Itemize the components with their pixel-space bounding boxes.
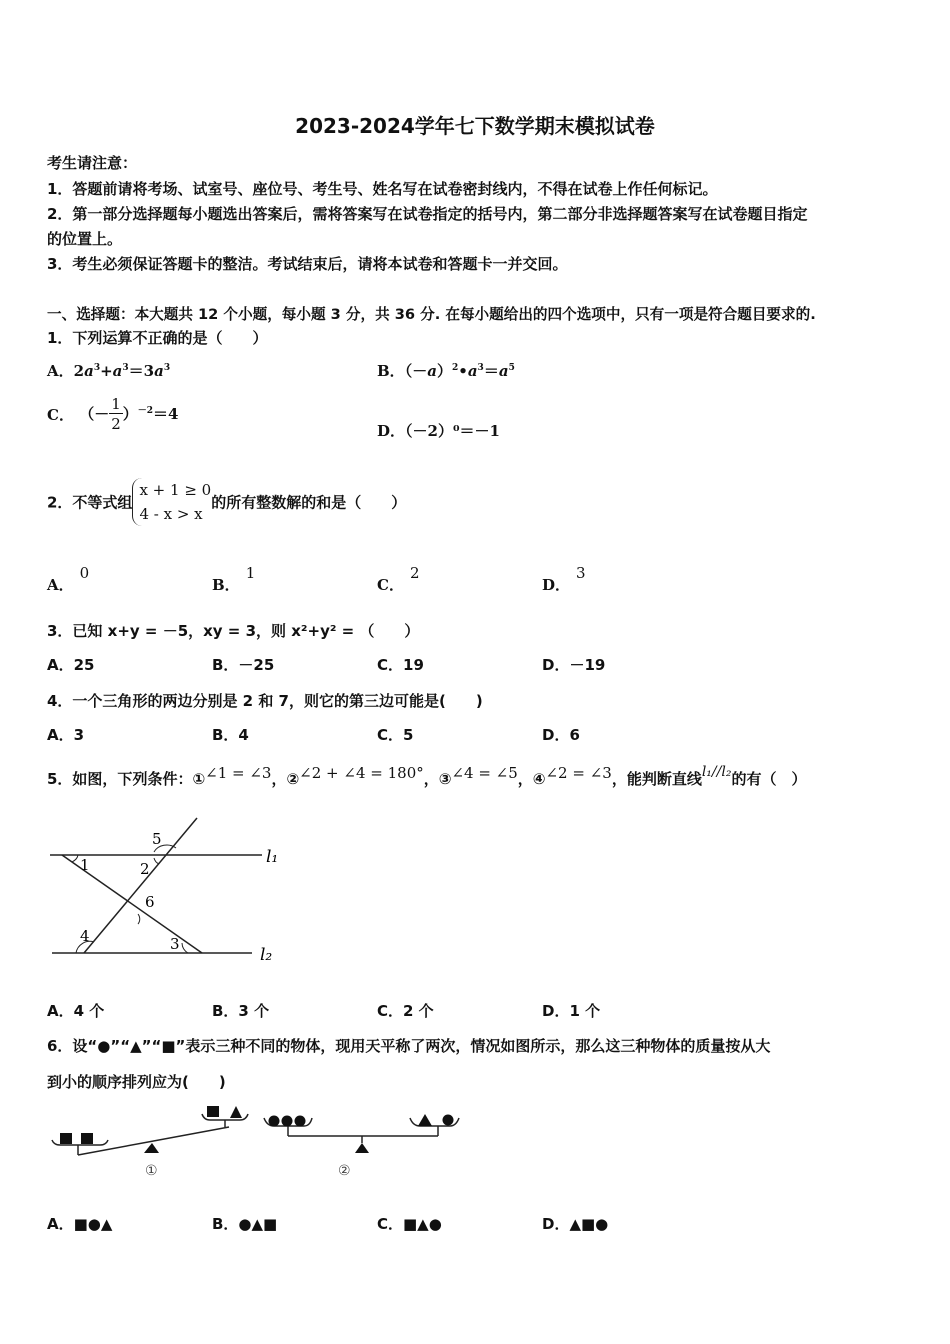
q6-option-b[interactable]: B．●▲■ <box>212 1215 278 1233</box>
q3-option-a[interactable]: A．25 <box>47 656 95 674</box>
q2-suffix: 的所有整数解的和是（ ） <box>211 493 407 512</box>
q2-option-d[interactable] <box>542 564 586 595</box>
q5-option-c[interactable]: C．2 个 <box>377 1002 434 1020</box>
circle-shape <box>443 1115 454 1126</box>
notice-item: 1．答题前请将考场、试室号、座位号、考生号、姓名写在试卷密封线内，不得在试卷上作任何标记。 <box>47 180 718 198</box>
angle-2-arc <box>154 858 159 864</box>
q4-option-d[interactable]: D．6 <box>542 726 580 744</box>
q2-option-d-value: 3 <box>576 564 586 582</box>
q1-option-a-label: A． <box>47 362 74 380</box>
circle-shape <box>282 1116 293 1127</box>
question-1-stem: 1．下列运算不正确的是（ ） <box>47 329 268 347</box>
angle-label-2: 2 <box>140 860 150 878</box>
inequality-line-1: x + 1 ≥ 0 <box>139 481 212 499</box>
q5-condition-2: ∠2 + ∠4 = 180° <box>299 764 424 782</box>
notice-heading: 考生请注意： <box>47 154 138 172</box>
q4-option-b[interactable]: B．4 <box>212 726 249 744</box>
q1-option-c-label: C． <box>47 406 74 424</box>
q1-option-b-expr: $(-a)^2•a^3=a^5$ <box>404 362 515 380</box>
fulcrum <box>144 1143 159 1153</box>
q5-suffix: 的有（ ） <box>731 770 807 788</box>
q5-condition-4: ∠2 = ∠3 <box>545 764 612 782</box>
q5-condition-3: ∠4 = ∠5 <box>451 764 518 782</box>
q1-option-b-label: B． <box>377 362 405 380</box>
q3-option-c[interactable]: C．19 <box>377 656 424 674</box>
notice-item: 3．考生必须保证答题卡的整洁。考试结束后，请将本试卷和答题卡一并交回。 <box>47 255 568 273</box>
q5-option-b[interactable]: B．3 个 <box>212 1002 270 1020</box>
parallel-lines-figure <box>44 812 294 972</box>
angle-label-3: 3 <box>170 935 180 953</box>
notice-item: 2．第一部分选择题每小题选出答案后，需将答案写在试卷指定的括号内，第二部分非选择题答案写在试卷题目指定 <box>47 205 808 223</box>
scale-label-1: ① <box>145 1163 158 1179</box>
q6-option-a[interactable]: A．■●▲ <box>47 1215 113 1233</box>
q1-option-a-expr: $2a^3+a^3=3a^3$ <box>73 362 171 380</box>
question-6-stem-line-2: 到小的顺序排列应为( ) <box>47 1073 226 1091</box>
angle-label-1: 1 <box>80 856 90 874</box>
q5-lines: l₁//l₂ <box>701 764 732 780</box>
q2-option-a[interactable] <box>47 564 90 595</box>
angle-1-arc <box>72 855 78 862</box>
q2-option-c[interactable] <box>377 564 420 595</box>
q5-sep-3: ，③ <box>423 770 452 788</box>
section-heading: 一、选择题：本大题共 12 个小题，每小题 3 分，共 36 分. 在每小题给出的四个选项中，只有一项是符合题目要求的. <box>47 306 816 323</box>
q2-option-b-value: 1 <box>245 564 256 582</box>
q5-sep-4: ，④ <box>517 770 546 788</box>
balance-scale-1 <box>52 1106 248 1179</box>
q2-option-d-label: D． <box>542 576 571 594</box>
question-2-stem <box>47 478 406 526</box>
angle-label-5: 5 <box>152 830 162 848</box>
q2-option-c-label: C． <box>377 576 404 594</box>
angle-3-arc <box>182 943 188 953</box>
question-3-stem: 3．已知 x+y = －5，xy = 3，则 x²+y² = （ ） <box>47 622 420 640</box>
inequality-line-2: 4 - x > x <box>139 505 203 523</box>
notice-item: 的位置上。 <box>47 230 123 248</box>
q6-option-d[interactable]: D．▲■● <box>542 1215 609 1233</box>
q5-option-d[interactable]: D．1 个 <box>542 1002 601 1020</box>
line-label-l1: l₁ <box>266 847 279 867</box>
q1-option-b[interactable] <box>377 360 515 381</box>
page-title: 2023-2024学年七下数学期末模拟试卷 <box>295 114 655 138</box>
balance-scales-figure <box>44 1100 474 1180</box>
q5-sep-5: ，能判断直线 <box>611 770 702 788</box>
square-shape <box>207 1106 219 1117</box>
q2-option-b-label: B． <box>212 576 240 594</box>
circle-shape <box>269 1116 280 1127</box>
q3-option-b[interactable]: B．－25 <box>212 656 275 674</box>
fulcrum <box>355 1143 369 1153</box>
q2-option-c-value: 2 <box>409 564 420 582</box>
q5-option-a[interactable]: A．4 个 <box>47 1002 105 1020</box>
triangle-shape <box>418 1114 432 1126</box>
question-5-stem <box>47 764 807 789</box>
angle-label-4: 4 <box>80 927 90 945</box>
q4-option-c[interactable]: C．5 <box>377 726 414 744</box>
q1-option-a[interactable] <box>47 360 170 381</box>
q2-prefix: 2．不等式组 <box>47 493 133 512</box>
q1-option-c-expr: （－ $\frac{1}{2}$ ）$^{-2}$＝4 <box>79 395 179 433</box>
q1-option-c[interactable] <box>47 395 178 434</box>
transversal-a <box>84 818 197 953</box>
q2-option-b[interactable] <box>212 564 256 595</box>
scale-label-2: ② <box>338 1163 351 1179</box>
q2-option-a-value: 0 <box>79 564 90 582</box>
q1-option-d[interactable]: D．（－2）⁰＝－1 <box>377 422 500 440</box>
q6-option-c[interactable]: C．■▲● <box>377 1215 442 1233</box>
q4-option-a[interactable]: A．3 <box>47 726 85 744</box>
line-label-l2: l₂ <box>260 945 273 965</box>
question-4-stem: 4．一个三角形的两边分别是 2 和 7，则它的第三边可能是( ) <box>47 692 483 710</box>
q5-sep-2: ，② <box>271 770 300 788</box>
circle-shape <box>295 1116 306 1127</box>
triangle-shape <box>230 1106 242 1118</box>
angle-6-arc <box>138 914 140 924</box>
fraction-one-half: $\frac{1}{2}$ <box>111 395 121 433</box>
q2-option-a-label: A． <box>47 576 74 594</box>
q5-condition-1: ∠1 = ∠3 <box>205 764 272 782</box>
q5-prefix: 5．如图，下列条件：① <box>47 770 206 788</box>
square-shape <box>81 1133 93 1144</box>
question-6-stem-line-1: 6．设“●”“▲”“■”表示三种不同的物体，现用天平称了两次，情况如图所示，那么这三种物体的质量按从大 <box>47 1037 771 1055</box>
inequality-system <box>132 478 211 526</box>
q3-option-d[interactable]: D．－19 <box>542 656 606 674</box>
square-shape <box>60 1133 72 1144</box>
balance-scale-2 <box>264 1114 459 1179</box>
angle-label-6: 6 <box>145 893 155 911</box>
